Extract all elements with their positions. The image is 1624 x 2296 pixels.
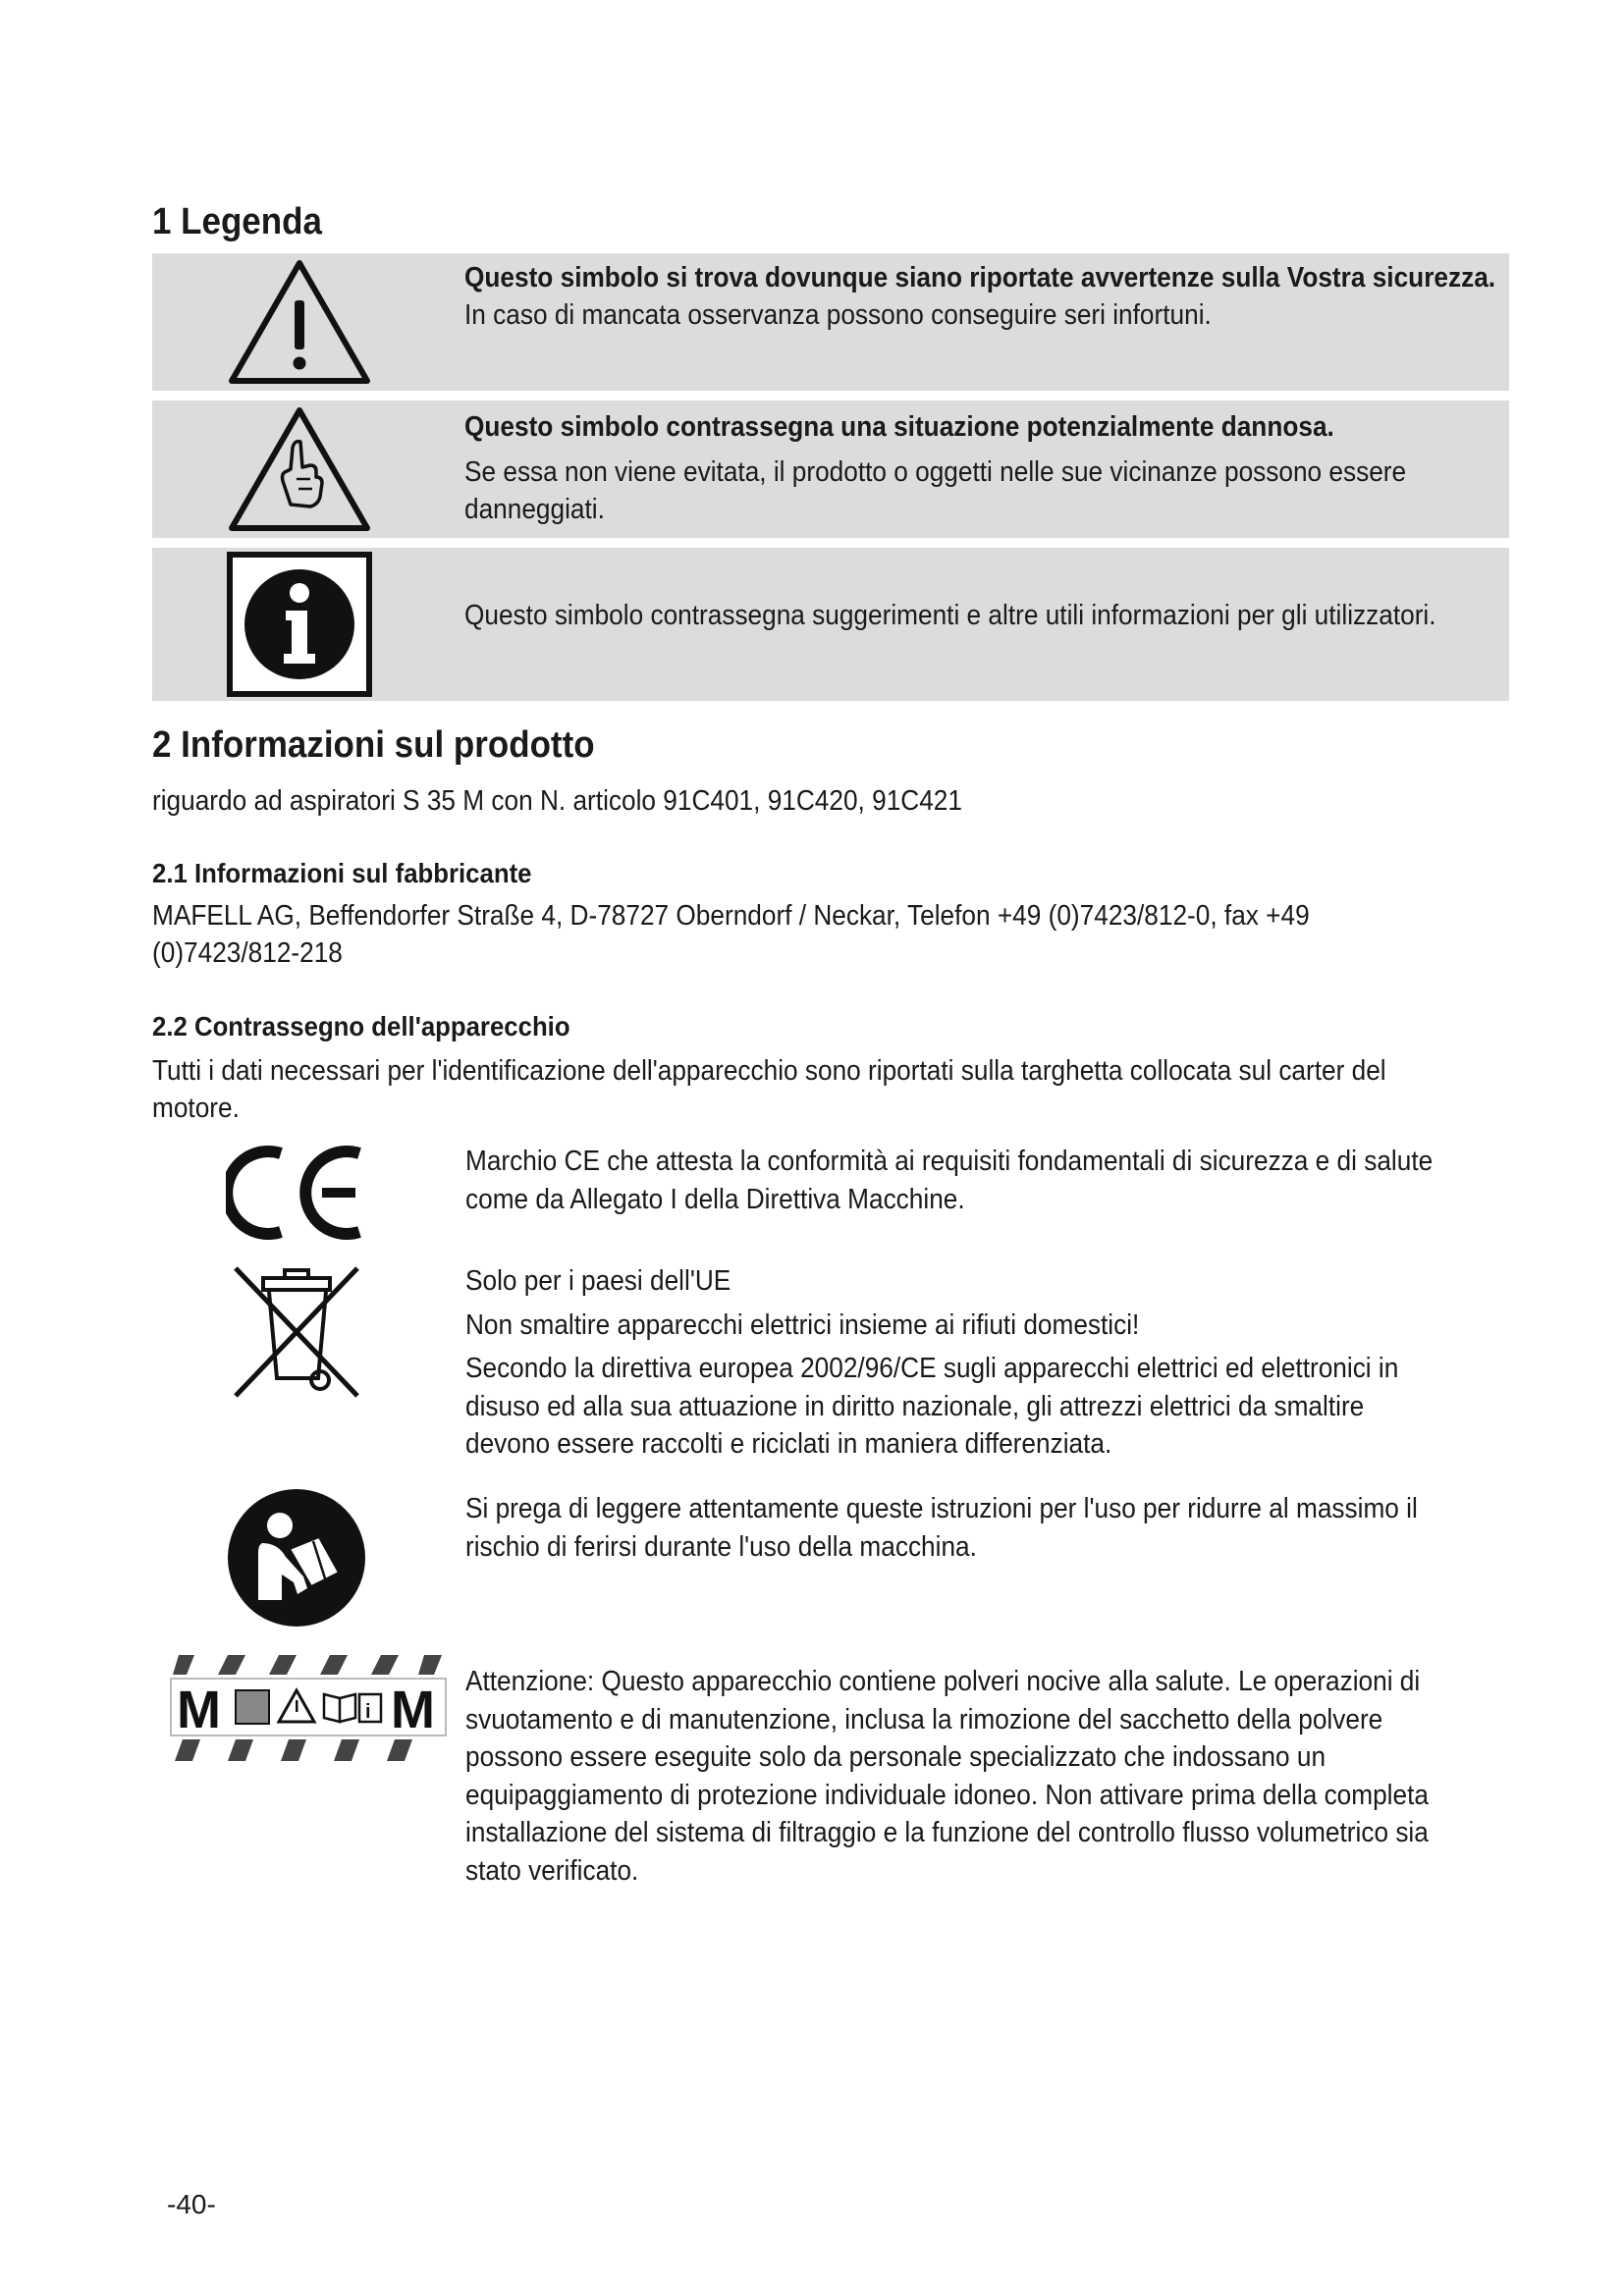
legend-row-info <box>152 548 1509 701</box>
warning-triangle-icon <box>152 253 447 391</box>
manufacturer-line-2: (0)7423/812-218 <box>152 937 343 969</box>
product-intro: riguardo ad aspiratori S 35 M con N. articolo 91C401, 91C420, 91C421 <box>152 785 962 817</box>
legend-row-warning <box>152 253 1509 391</box>
ce-mark-icon <box>224 1141 371 1245</box>
ce-mark-text <box>465 1143 1522 1218</box>
svg-text:i: i <box>365 1701 371 1723</box>
dust-class-line: installazione del sistema di filtraggio e la funzione del controllo flusso volumetrico sia <box>465 1817 1429 1848</box>
caution-hand-icon <box>152 400 447 538</box>
dust-class-line: svuotamento e di manutenzione, inclusa la rimozione del sacchetto della polvere <box>465 1703 1383 1735</box>
legend-caution-text: Se essa non viene evitata, il prodotto o oggetti nelle sue vicinanze possono essere danneggiati. <box>464 456 1407 525</box>
dust-class-line: equipaggiamento di protezione individuale idoneo. Non attivare prima della completa <box>465 1779 1429 1811</box>
legend-info-text: Questo simbolo contrassegna suggerimenti e altre utili informazioni per gli utilizzatori. <box>464 600 1436 631</box>
info-icon <box>152 548 447 701</box>
weee-line: Solo per i paesi dell'UE <box>465 1265 731 1297</box>
legend-warning-bold: Questo simbolo si trova dovunque siano riportate avvertenze sulla Vostra sicurezza. <box>464 262 1496 294</box>
read-manual-line: Si prega di leggere attentamente queste istruzioni per l'uso per ridurre al massimo il <box>465 1493 1418 1524</box>
weee-text <box>465 1262 1522 1464</box>
legend-row-caution <box>152 400 1509 538</box>
legend-warning-text: In caso di mancata osservanza possono conseguire seri infortuni. <box>464 299 1212 331</box>
dust-class-line: stato verificato. <box>465 1854 639 1887</box>
dust-class-letter-left: M <box>177 1681 221 1739</box>
dust-class-letter-right: M <box>391 1681 435 1739</box>
weee-line: Secondo la direttiva europea 2002/96/CE sugli apparecchi elettrici ed elettronici in <box>465 1353 1399 1384</box>
marking-intro-line-1: Tutti i dati necessari per l'identificazione dell'apparecchio sono riportati sulla targhetta collocata sul carter del <box>152 1055 1386 1087</box>
crossed-bin-icon <box>228 1260 365 1404</box>
ce-mark-line: come da Allegato I della Direttiva Macchine. <box>465 1183 965 1215</box>
weee-line: Non smaltire apparecchi elettrici insieme ai rifiuti domestici! <box>465 1308 1140 1341</box>
manufacturer-address <box>152 897 1525 972</box>
weee-line: devono essere raccolti e riciclati in maniera differenziata. <box>465 1428 1112 1460</box>
product-heading: 2 Informazioni sul prodotto <box>152 724 595 766</box>
ce-mark-line: Marchio CE che attesta la conformità ai requisiti fondamentali di sicurezza e di salute <box>465 1146 1434 1177</box>
marking-heading: 2.2 Contrassegno dell'apparecchio <box>152 1011 570 1041</box>
manufacturer-heading: 2.1 Informazioni sul fabbricante <box>152 858 532 888</box>
dust-class-line: Attenzione: Questo apparecchio contiene polveri nocive alla salute. Le operazioni di <box>465 1666 1421 1697</box>
marking-intro <box>152 1052 1525 1127</box>
read-manual-text <box>465 1490 1522 1566</box>
legend-heading: 1 Legenda <box>152 201 322 242</box>
dust-class-line: possono essere eseguite solo da personale specializzato che indossano un <box>465 1741 1326 1773</box>
dust-class-m-icon <box>167 1651 450 1767</box>
dust-class-text <box>465 1663 1522 1890</box>
read-manual-icon <box>222 1484 371 1631</box>
legend-caution-bold: Questo simbolo contrassegna una situazione potenzialmente dannosa. <box>464 411 1334 443</box>
page-number: -40- <box>167 2189 216 2219</box>
manufacturer-line-1: MAFELL AG, Beffendorfer Straße 4, D-78727 Oberndorf / Neckar, Telefon +49 (0)7423/812-0, fax +49 <box>152 900 1310 932</box>
read-manual-line: rischio di ferirsi durante l'uso della macchina. <box>465 1530 977 1563</box>
weee-line: disuso ed alla sua attuazione in diritto nazionale, gli attrezzi elettrici da smaltire <box>465 1390 1365 1422</box>
marking-intro-line-2: motore. <box>152 1093 240 1124</box>
